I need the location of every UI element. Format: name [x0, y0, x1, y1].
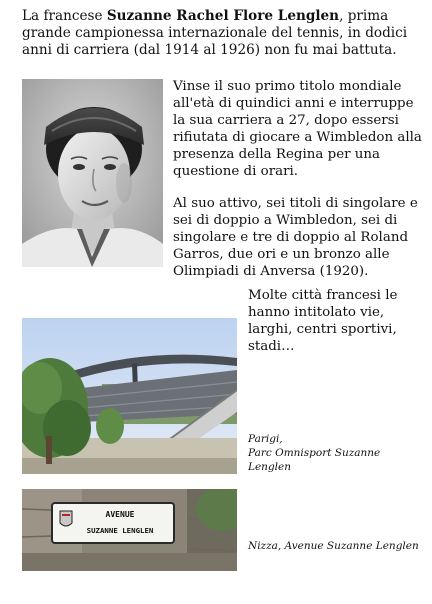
paris-caption-line1: Parigi, [248, 433, 283, 445]
stadium-photo [22, 318, 237, 474]
portrait-image [22, 79, 163, 267]
street-sign-image [22, 489, 237, 571]
record-paragraph: Al suo attivo, sei titoli di singolare e sei di doppio a Wimbledon, sei di singolare e tre di doppio al Roland Garros, due ori e un bronzo alle Olimpiadi di Anversa (1920). [173, 196, 418, 279]
paris-caption [248, 432, 426, 474]
portrait-photo [22, 79, 163, 267]
cities-paragraph: Molte città francesi le hanno intitolato vie, larghi, centri sportivi, stadi… [248, 288, 398, 354]
intro-lead: La francese [22, 8, 107, 24]
sign-line1: AVENUE [105, 510, 135, 519]
street-sign-photo [22, 489, 237, 571]
coat-of-arms-icon [60, 511, 72, 526]
first-title-paragraph: Vinse il suo primo titolo mondiale all'età di quindici anni e interruppe la sua carriera a 27, dopo essersi rifiutata di giocare a Wimbledon alla presenza della Regina per una questione di orari. [173, 79, 422, 179]
intro-rest: , prima grande campionessa internazionale del tennis, in dodici anni di carriera (dal 1914 al 1926) non fu mai battuta. [22, 8, 408, 58]
sign-line2: SUZANNE LENGLEN [86, 526, 154, 535]
paris-caption-line2: Parc Omnisport Suzanne Lenglen [248, 447, 381, 473]
intro-name: Suzanne Rachel Flore Lenglen [106, 8, 340, 24]
nice-caption: Nizza, Avenue Suzanne Lenglen [248, 540, 419, 552]
stadium-image [22, 318, 237, 474]
intro-paragraph [22, 8, 420, 59]
